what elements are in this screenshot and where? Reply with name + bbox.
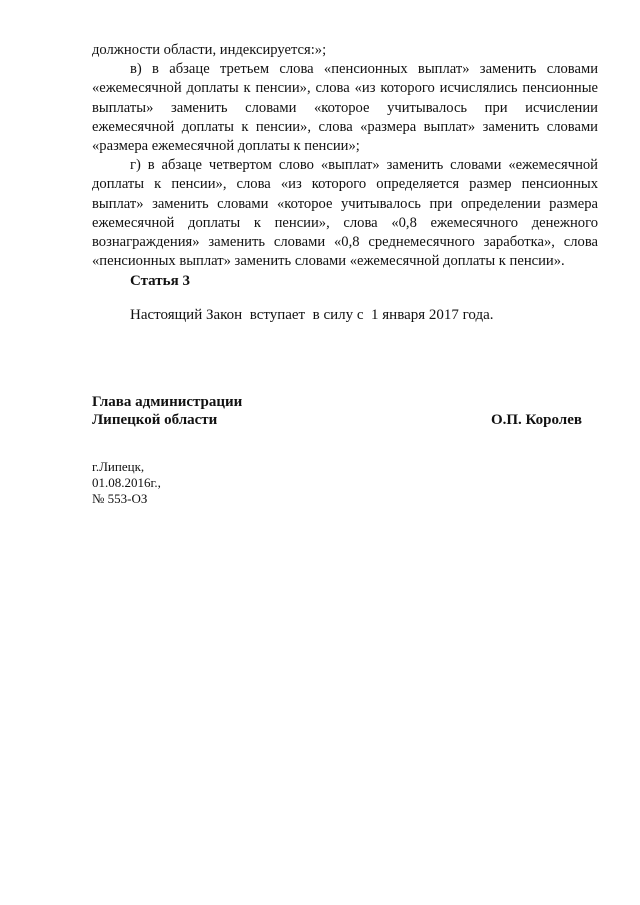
continuation-line: должности области, индексируется:»; — [92, 42, 327, 58]
article-title: Статья 3 — [130, 273, 190, 289]
document-footer — [92, 459, 161, 507]
signatory-name: О.П. Королев — [490, 412, 582, 428]
footer-number: № 553-ОЗ — [92, 491, 148, 506]
footer-city: г.Липецк, — [92, 459, 145, 474]
footer-date: 01.08.2016г., — [92, 475, 161, 490]
signature-position-line2: Липецкой области — [92, 412, 218, 428]
article-text: Настоящий Закон вступает в силу с 1 января 2017 года. — [130, 307, 494, 323]
paragraph-g: г) в абзаце четвертом слово «выплат» заменить словами «ежемесячной доплаты к пенсии», слова «из которого определяется размер пенсионных выплат» заменить словами «которое учитывалось при определении размера ежемесячной доплаты к пенсии», слова «0,8 ежемесячного денежного вознаграждения» заменить словами «0,8 среднемесячного заработка», слова «пенсионных выплат» заменить словами «ежемесячной доплаты к пенсии». — [92, 157, 598, 270]
signature-position-line1: Глава администрации — [92, 394, 243, 410]
signature-row — [92, 411, 582, 429]
signature-block — [92, 393, 582, 429]
amendment-text — [92, 41, 598, 271]
paragraph-v: в) в абзаце третьем слова «пенсионных выплат» заменить словами «ежемесячной доплаты к пенсии», слова «из которого исчислялись пенсионные выплаты» заменить словами «которое учитывалось при исчислении ежемесячной доплаты к пенсии», слова «размера выплат» заменить словами «размера ежемесячной доплаты к пенсии»; — [92, 61, 598, 155]
